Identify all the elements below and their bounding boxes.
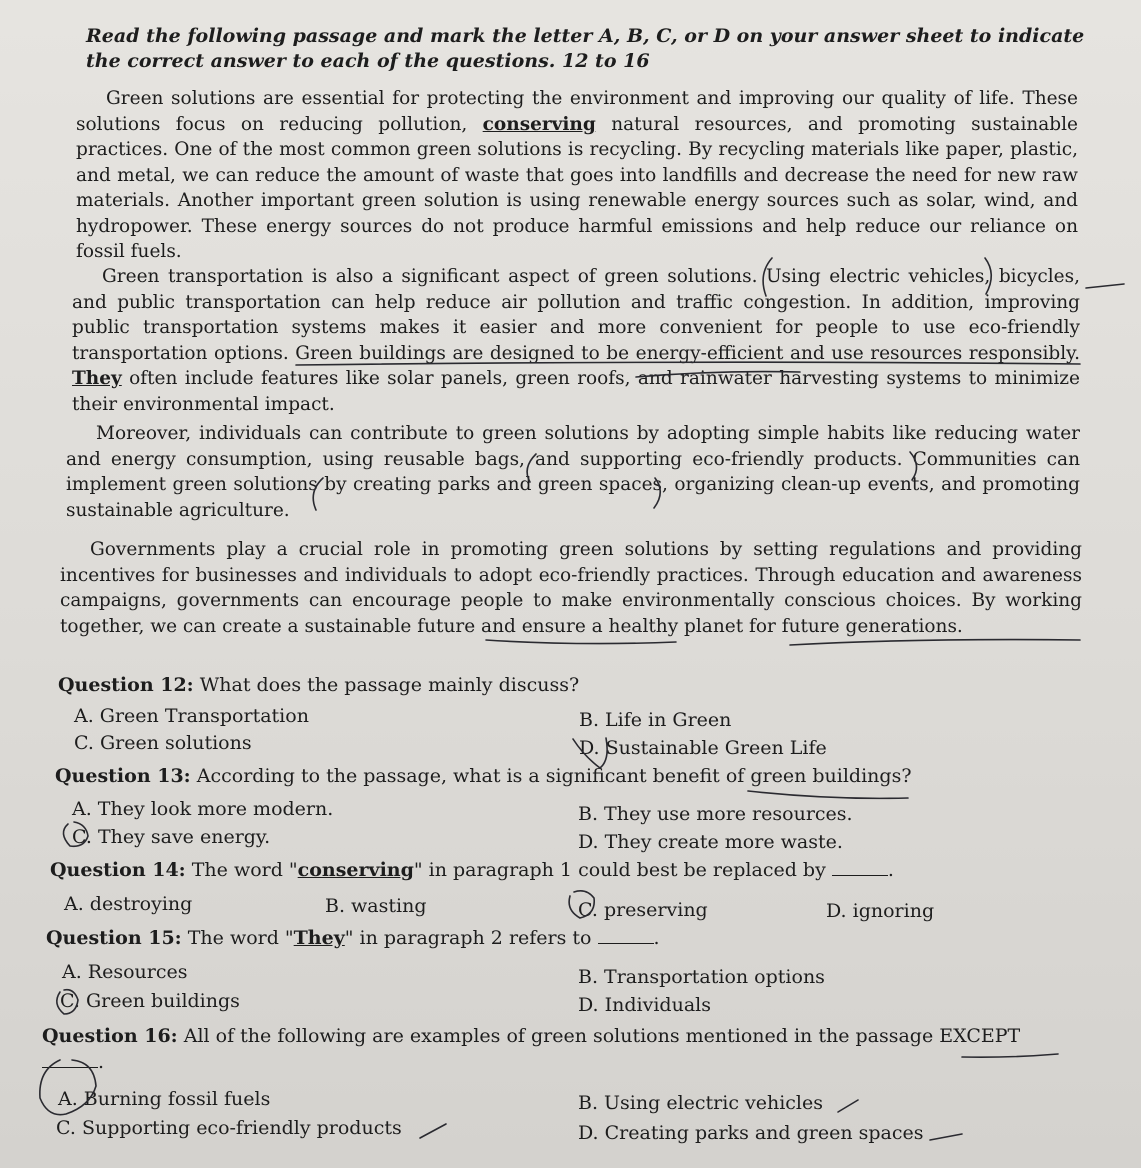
- underline-planet-mark: [790, 640, 1080, 645]
- q15-option-d[interactable]: D. Individuals: [578, 994, 711, 1016]
- passage-paragraph-4: Governments play a crucial role in promoting green solutions by setting regulations and providing incentives for businesses and individuals to adopt eco-friendly practices. Through education and awareness campaigns, governments can encourage people to make environmentally conscious choices. By working together, we can create a sustainable future and ensure a healthy planet for future generations.: [60, 539, 1082, 637]
- answer-blank: [598, 928, 654, 944]
- paragraph-1-text-a: Green solutions are essential for protecting the environment and improving our quality of life. These solutions focus on reducing pollution,: [76, 88, 1078, 135]
- dash-mark-b: [838, 1100, 858, 1112]
- paragraph-2-text-b: often include features like solar panels, green roofs, and rainwater harvesting systems to minimize their environmental impact.: [72, 368, 1080, 415]
- underline-except-mark: [962, 1054, 1058, 1057]
- question-16-end: .: [98, 1051, 105, 1073]
- question-12: [58, 673, 579, 697]
- dash-mark-c: [420, 1124, 446, 1138]
- question-13-label: Question 13:: [55, 765, 191, 787]
- passage-paragraph-2: [72, 264, 1080, 417]
- paragraph-1-text-b: natural resources, and promoting sustainable practices. One of the most common green solutions is recycling. By recycling materials like paper, plastic, and metal, we can reduce the amount of waste that goes into landfills and decrease the need for new raw materials. Another important green solution is using renewable energy sources such as solar, wind, and hydropower. These energy sources do not produce harmful emissions and help reduce our reliance on fossil fuels.: [76, 113, 1079, 262]
- question-15-text-b: " in paragraph 2 refers to: [344, 927, 592, 949]
- q15-option-a[interactable]: A. Resources: [62, 961, 188, 983]
- question-14-text-a: The word ": [191, 859, 298, 881]
- q15-option-b[interactable]: B. Transportation options: [578, 966, 825, 988]
- question-13: [55, 764, 912, 788]
- q13-option-d[interactable]: D. They create more waste.: [578, 831, 843, 853]
- keyword-conserving: conserving: [482, 113, 596, 135]
- instructions: Read the following passage and mark the letter A, B, C, or D on your answer sheet to indicate the correct answer to each of the questions. 12 to 16: [86, 25, 1085, 72]
- answer-blank: [42, 1052, 98, 1068]
- question-12-label: Question 12:: [58, 674, 194, 696]
- q14-option-d[interactable]: D. ignoring: [826, 900, 935, 922]
- question-16-text: All of the following are examples of green solutions mentioned in the passage EXCEPT: [183, 1025, 1021, 1047]
- question-13-text: According to the passage, what is a significant benefit of green buildings?: [196, 765, 912, 787]
- q16-option-b[interactable]: B. Using electric vehicles: [578, 1092, 824, 1114]
- question-12-text: What does the passage mainly discuss?: [199, 674, 580, 696]
- question-14-label: Question 14:: [50, 859, 186, 881]
- paragraph-2-text-a: Green transportation is also a significant aspect of green solutions. Using electric vehicles, bicycles, and public transportation can help reduce air pollution and traffic congestion. In addition, improving public transportation systems makes it easier and more convenient for people to use eco-friendly transportation options. Green buildings are designed to be energy-efficient and use resources responsibly.: [72, 266, 1080, 364]
- question-15-label: Question 15:: [46, 927, 182, 949]
- dash-mark-d: [930, 1134, 962, 1140]
- dash-top-right-mark: [1086, 284, 1124, 288]
- q15-option-c[interactable]: C. Green buildings: [60, 990, 240, 1012]
- q14-option-b[interactable]: B. wasting: [325, 895, 427, 917]
- question-14-end: .: [887, 859, 894, 881]
- question-15-end: .: [653, 927, 660, 949]
- underline-future-mark: [486, 640, 676, 644]
- question-15: [46, 926, 660, 950]
- q14-option-a[interactable]: A. destroying: [64, 893, 193, 915]
- q13-option-c[interactable]: C. They save energy.: [72, 826, 271, 848]
- keyword-they: They: [72, 368, 122, 389]
- question-14-keyword: conserving: [297, 859, 414, 881]
- underline-green-buildings-q-mark: [748, 791, 908, 798]
- q12-option-c[interactable]: C. Green solutions: [74, 732, 252, 754]
- passage-paragraph-1: [76, 86, 1078, 265]
- q12-option-b[interactable]: B. Life in Green: [579, 709, 732, 731]
- question-14: [50, 858, 894, 882]
- q13-option-a[interactable]: A. They look more modern.: [72, 798, 334, 820]
- passage-paragraph-3: Moreover, individuals can contribute to green solutions by adopting simple habits like reducing water and energy consumption, using reusable bags, and supporting eco-friendly products. Communities can implement green solutions by creating parks and green spaces, organizing clean-up events, and promoting sustainable agriculture.: [66, 423, 1080, 521]
- question-16: [42, 1024, 1020, 1048]
- q16-option-a[interactable]: A. Burning fossil fuels: [58, 1088, 271, 1110]
- question-16-blank-line: [42, 1050, 104, 1074]
- q12-option-a[interactable]: A. Green Transportation: [74, 705, 309, 727]
- question-14-text-b: " in paragraph 1 could best be replaced by: [413, 859, 826, 881]
- q16-option-d[interactable]: D. Creating parks and green spaces: [578, 1122, 924, 1144]
- q12-option-d[interactable]: D. Sustainable Green Life: [579, 737, 827, 759]
- question-15-keyword: They: [293, 927, 345, 949]
- q14-option-c[interactable]: C. preserving: [578, 899, 708, 921]
- q13-option-b[interactable]: B. They use more resources.: [578, 803, 853, 825]
- answer-blank: [832, 860, 888, 876]
- question-15-text-a: The word ": [187, 927, 294, 949]
- q16-option-c[interactable]: C. Supporting eco-friendly products: [56, 1117, 402, 1139]
- question-16-label: Question 16:: [42, 1025, 178, 1047]
